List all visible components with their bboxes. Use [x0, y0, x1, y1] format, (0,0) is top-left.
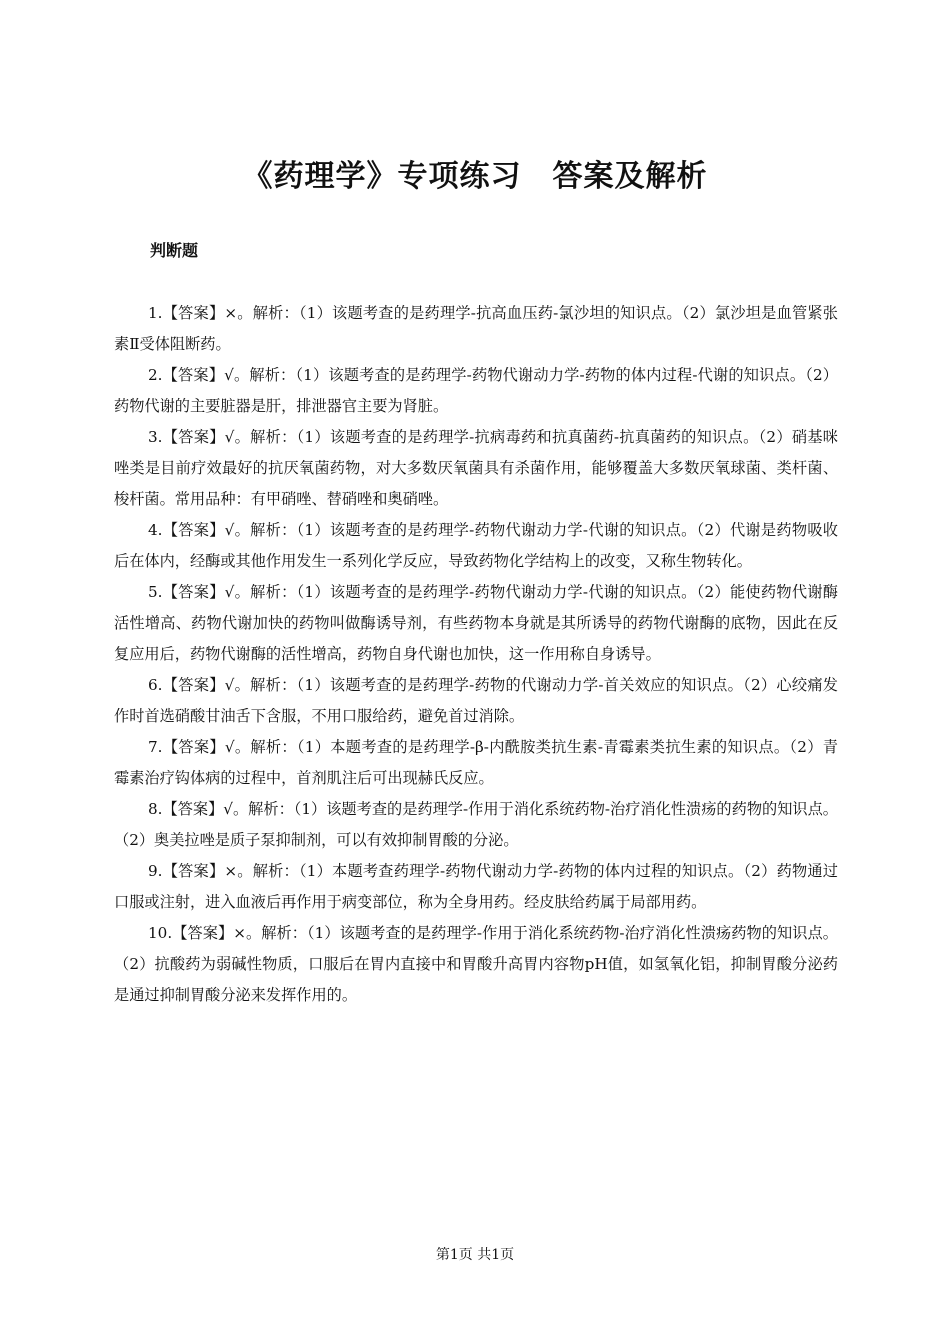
answer-item-5: 5.【答案】√。解析：（1）该题考查的是药理学-药物代谢动力学-代谢的知识点。（2）能使药物代谢酶活性增高、药物代谢加快的药物叫做酶诱导剂，有些药物本身就是其所诱导的药物代谢酶的底物，因此在反复应用后，药物代谢酶的活性增高，药物自身代谢也加快，这一作用称自身诱导。	[114, 583, 838, 663]
answer-item-3: 3.【答案】√。解析：（1）该题考查的是药理学-抗病毒药和抗真菌药-抗真菌药的知识点。（2）硝基咪唑类是目前疗效最好的抗厌氧菌药物，对大多数厌氧菌具有杀菌作用，能够覆盖大多数厌氧球菌、类杆菌、梭杆菌。常用品种：有甲硝唑、替硝唑和奥硝唑。	[114, 428, 838, 508]
answer-item-7: 7.【答案】√。解析：（1）本题考查的是药理学-β-内酰胺类抗生素-青霉素类抗生素的知识点。（2）青霉素治疗钩体病的过程中，首剂肌注后可出现赫氏反应。	[114, 738, 838, 787]
page-footer: 第1页 共1页	[435, 1247, 515, 1263]
answer-item-9: 9.【答案】×。解析：（1）本题考查药理学-药物代谢动力学-药物的体内过程的知识点。（2）药物通过口服或注射，进入血液后再作用于病变部位，称为全身用药。经皮肤给药属于局部用药。	[114, 862, 838, 911]
answer-item-4: 4.【答案】√。解析：（1）该题考查的是药理学-药物代谢动力学-代谢的知识点。（2）代谢是药物吸收后在体内，经酶或其他作用发生一系列化学反应，导致药物化学结构上的改变，又称生物转化。	[114, 521, 838, 570]
answer-list	[114, 298, 838, 1011]
page-title: 《药理学》专项练习 答案及解析	[242, 159, 708, 194]
answer-item-2: 2.【答案】√。解析：（1）该题考查的是药理学-药物代谢动力学-药物的体内过程-代谢的知识点。（2）药物代谢的主要脏器是肝，排泄器官主要为肾脏。	[114, 366, 838, 415]
answer-item-8: 8.【答案】√。解析：（1）该题考查的是药理学-作用于消化系统药物-治疗消化性溃疡的药物的知识点。（2）奥美拉唑是质子泵抑制剂，可以有效抑制胃酸的分泌。	[114, 800, 838, 849]
section-heading: 判断题	[150, 241, 199, 260]
answer-item-6: 6.【答案】√。解析：（1）该题考查的是药理学-药物的代谢动力学-首关效应的知识点。（2）心绞痛发作时首选硝酸甘油舌下含服，不用口服给药，避免首过消除。	[114, 676, 838, 725]
answer-item-10: 10.【答案】×。解析：（1）该题考查的是药理学-作用于消化系统药物-治疗消化性溃疡药物的知识点。（2）抗酸药为弱碱性物质，口服后在胃内直接中和胃酸升高胃内容物pH值，如氢氧化铝，抑制胃酸分泌药是通过抑制胃酸分泌来发挥作用的。	[114, 924, 838, 1004]
answer-item-1: 1.【答案】×。解析：（1）该题考查的是药理学-抗高血压药-氯沙坦的知识点。（2）氯沙坦是血管紧张素Ⅱ受体阻断药。	[114, 304, 838, 353]
